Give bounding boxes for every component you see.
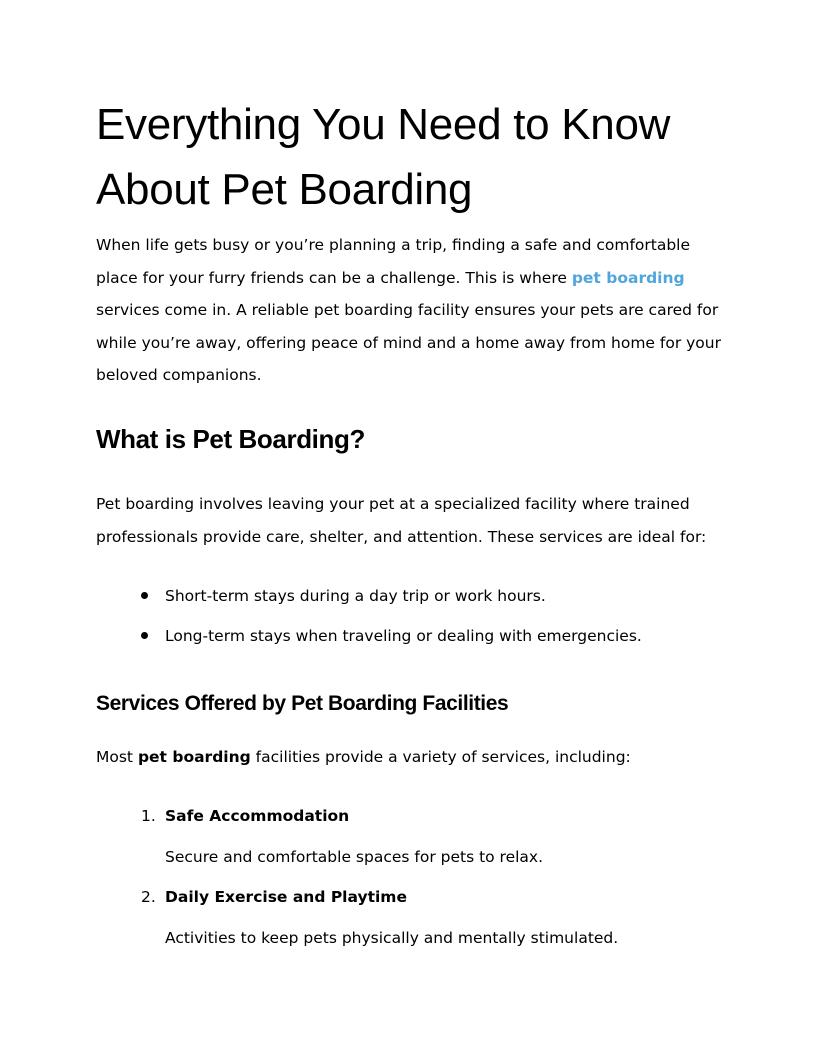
list-item (96, 620, 642, 660)
page-title-line-2: About Pet Boarding (96, 165, 473, 214)
page-title-line-1: Everything You Need to Know (96, 100, 671, 149)
bullet-icon (141, 632, 148, 639)
bullet-list (96, 580, 642, 660)
numbered-list (96, 800, 618, 962)
intro-line: services come in. A reliable pet boarding facility ensures your pets are cared for (96, 301, 719, 319)
paragraph-line: Pet boarding involves leaving your pet at a specialized facility where trained (96, 495, 690, 513)
section-heading-what-is: What is Pet Boarding? (96, 424, 365, 454)
paragraph-text: Most (96, 748, 138, 766)
services-paragraph (96, 741, 631, 774)
intro-line: When life gets busy or you’re planning a trip, finding a safe and comfortable (96, 236, 691, 254)
what-is-paragraph (96, 488, 726, 553)
pet-boarding-link[interactable]: pet boarding (571, 268, 685, 287)
item-title: Safe Accommodation (165, 807, 350, 825)
paragraph-line: professionals provide care, shelter, and attention. These services are ideal for: (96, 527, 707, 546)
item-description: Secure and comfortable spaces for pets to relax. (165, 848, 544, 866)
item-title: Daily Exercise and Playtime (165, 888, 407, 906)
paragraph-text: facilities provide a variety of services, including: (250, 748, 631, 766)
intro-text: place for your furry friends can be a challenge. This is where (96, 268, 572, 287)
item-number: 1. (141, 807, 156, 825)
intro-line: beloved companions. (96, 366, 262, 384)
list-item-text: Short-term stays during a day trip or work hours. (165, 587, 546, 605)
item-description: Activities to keep pets physically and mentally stimulated. (165, 929, 619, 947)
list-item-text: Long-term stays when traveling or dealing with emergencies. (165, 627, 642, 645)
section-heading-services: Services Offered by Pet Boarding Facilities (96, 692, 509, 715)
intro-line (96, 262, 726, 295)
numbered-item (96, 881, 618, 954)
intro-line: while you’re away, offering peace of mind and a home away from home for your (96, 333, 721, 352)
bullet-icon (141, 592, 148, 599)
paragraph-bold-text: pet boarding (137, 748, 251, 766)
numbered-item (96, 800, 618, 873)
intro-paragraph (96, 229, 726, 392)
item-number: 2. (141, 888, 156, 906)
page-title (96, 92, 736, 222)
list-item (96, 580, 642, 620)
